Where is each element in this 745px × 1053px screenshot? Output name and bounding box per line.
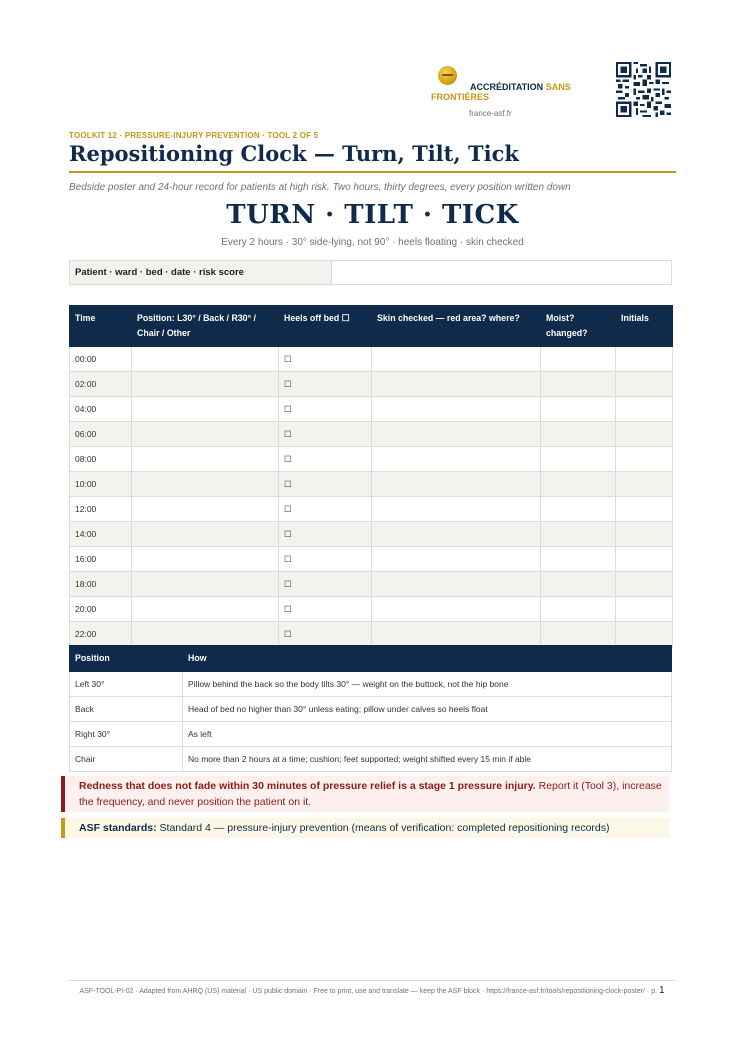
alert-text: Report it (Tool 3), increase the frequency, and never position the patient on it. bbox=[79, 780, 662, 808]
table-header-row bbox=[70, 646, 672, 672]
initials-cell[interactable] bbox=[616, 447, 673, 472]
standards-label: ASF standards: bbox=[79, 822, 157, 834]
alert-bold-text: Redness that does not fade within 30 minutes of pressure relief is a stage 1 pressure injury. bbox=[79, 780, 536, 792]
skin-cell[interactable] bbox=[372, 497, 541, 522]
page-subtitle: Bedside poster and 24-hour record for patients at high risk. Two hours, thirty degrees, every position written down bbox=[69, 182, 571, 193]
initials-cell[interactable] bbox=[616, 422, 673, 447]
title-divider bbox=[69, 171, 676, 173]
position-name: Right 30° bbox=[70, 722, 183, 747]
poster-tagline: Every 2 hours · 30° side-lying, not 90° · heels floating · skin checked bbox=[221, 237, 524, 248]
poster-headline: TURN · TILT · TICK bbox=[226, 200, 519, 230]
repositioning-log-table bbox=[69, 305, 673, 647]
table-row bbox=[70, 472, 673, 497]
table-row bbox=[70, 347, 673, 372]
brand-url: france-asf.fr bbox=[469, 109, 512, 118]
table-row bbox=[70, 672, 672, 697]
moist-cell[interactable] bbox=[541, 597, 616, 622]
time-cell: 04:00 bbox=[70, 397, 132, 422]
position-cell[interactable] bbox=[132, 547, 279, 572]
patient-info-label: Patient · ward · bed · date · risk score bbox=[70, 261, 332, 284]
initials-cell[interactable] bbox=[616, 622, 673, 647]
page-number: 1 bbox=[659, 985, 665, 996]
moist-cell[interactable] bbox=[541, 522, 616, 547]
position-reference-table bbox=[69, 645, 672, 772]
moist-cell[interactable] bbox=[541, 497, 616, 522]
moist-cell[interactable] bbox=[541, 572, 616, 597]
position-name: Left 30° bbox=[70, 672, 183, 697]
col-header-how: How bbox=[183, 646, 672, 672]
position-cell[interactable] bbox=[132, 572, 279, 597]
position-how: Head of bed no higher than 30° unless eating; pillow under calves so heels float bbox=[183, 697, 672, 722]
table-row bbox=[70, 497, 673, 522]
col-header-position: Position: L30° / Back / R30° / Chair / Other bbox=[132, 306, 279, 347]
time-cell: 14:00 bbox=[70, 522, 132, 547]
position-how: No more than 2 hours at a time; cushion; feet supported; weight shifted every 15 min if able bbox=[183, 747, 672, 772]
position-cell[interactable] bbox=[132, 597, 279, 622]
heels-checkbox[interactable]: ☐ bbox=[279, 472, 372, 497]
moist-cell[interactable] bbox=[541, 472, 616, 497]
heels-checkbox[interactable]: ☐ bbox=[279, 522, 372, 547]
initials-cell[interactable] bbox=[616, 547, 673, 572]
table-row bbox=[70, 422, 673, 447]
skin-cell[interactable] bbox=[372, 522, 541, 547]
heels-checkbox[interactable]: ☐ bbox=[279, 372, 372, 397]
moist-cell[interactable] bbox=[541, 372, 616, 397]
skin-cell[interactable] bbox=[372, 372, 541, 397]
time-cell: 02:00 bbox=[70, 372, 132, 397]
initials-cell[interactable] bbox=[616, 472, 673, 497]
stage1-alert-callout bbox=[61, 776, 669, 812]
position-cell[interactable] bbox=[132, 622, 279, 647]
toolkit-kicker: TOOLKIT 12 · PRESSURE-INJURY PREVENTION · TOOL 2 OF 5 bbox=[69, 131, 319, 140]
standards-text: Standard 4 — pressure-injury prevention (means of verification: completed repositioning records) bbox=[156, 822, 610, 834]
initials-cell[interactable] bbox=[616, 522, 673, 547]
skin-cell[interactable] bbox=[372, 347, 541, 372]
moist-cell[interactable] bbox=[541, 622, 616, 647]
position-cell[interactable] bbox=[132, 472, 279, 497]
page-footer bbox=[69, 985, 675, 997]
table-row bbox=[70, 622, 673, 647]
heels-checkbox[interactable]: ☐ bbox=[279, 622, 372, 647]
footer-divider bbox=[69, 980, 675, 981]
patient-info-field bbox=[69, 260, 672, 285]
time-cell: 10:00 bbox=[70, 472, 132, 497]
time-cell: 00:00 bbox=[70, 347, 132, 372]
initials-cell[interactable] bbox=[616, 397, 673, 422]
time-cell: 08:00 bbox=[70, 447, 132, 472]
table-row bbox=[70, 447, 673, 472]
position-cell[interactable] bbox=[132, 497, 279, 522]
qr-code-icon bbox=[616, 62, 671, 117]
time-cell: 12:00 bbox=[70, 497, 132, 522]
table-row bbox=[70, 547, 673, 572]
initials-cell[interactable] bbox=[616, 372, 673, 397]
moist-cell[interactable] bbox=[541, 447, 616, 472]
skin-cell[interactable] bbox=[372, 597, 541, 622]
skin-cell[interactable] bbox=[372, 397, 541, 422]
moist-cell[interactable] bbox=[541, 547, 616, 572]
col-header-heels: Heels off bed ☐ bbox=[279, 306, 372, 347]
heels-checkbox[interactable]: ☐ bbox=[279, 422, 372, 447]
table-row bbox=[70, 747, 672, 772]
position-cell[interactable] bbox=[132, 522, 279, 547]
heels-checkbox[interactable]: ☐ bbox=[279, 547, 372, 572]
position-cell[interactable] bbox=[132, 372, 279, 397]
table-row bbox=[70, 522, 673, 547]
position-how: Pillow behind the back so the body tilts 30° — weight on the buttock, not the hip bone bbox=[183, 672, 672, 697]
skin-cell[interactable] bbox=[372, 547, 541, 572]
initials-cell[interactable] bbox=[616, 347, 673, 372]
initials-cell[interactable] bbox=[616, 572, 673, 597]
table-row bbox=[70, 597, 673, 622]
position-how: As left bbox=[183, 722, 672, 747]
heels-checkbox[interactable]: ☐ bbox=[279, 347, 372, 372]
table-row bbox=[70, 697, 672, 722]
position-name: Back bbox=[70, 697, 183, 722]
heels-checkbox[interactable]: ☐ bbox=[279, 397, 372, 422]
col-header-skin: Skin checked — red area? where? bbox=[372, 306, 541, 347]
asf-standards-callout bbox=[61, 818, 669, 838]
time-cell: 06:00 bbox=[70, 422, 132, 447]
skin-cell[interactable] bbox=[372, 447, 541, 472]
table-row bbox=[70, 397, 673, 422]
position-name: Chair bbox=[70, 747, 183, 772]
time-cell: 22:00 bbox=[70, 622, 132, 647]
page-title: Repositioning Clock — Turn, Tilt, Tick bbox=[69, 141, 519, 166]
time-cell: 18:00 bbox=[70, 572, 132, 597]
position-cell[interactable] bbox=[132, 347, 279, 372]
table-row bbox=[70, 722, 672, 747]
heels-checkbox[interactable]: ☐ bbox=[279, 447, 372, 472]
moist-cell[interactable] bbox=[541, 397, 616, 422]
position-cell[interactable] bbox=[132, 397, 279, 422]
position-cell[interactable] bbox=[132, 447, 279, 472]
table-header-row bbox=[70, 306, 673, 347]
col-header-time: Time bbox=[70, 306, 132, 347]
heels-checkbox[interactable]: ☐ bbox=[279, 497, 372, 522]
col-header-position: Position bbox=[70, 646, 183, 672]
col-header-moist: Moist? changed? bbox=[541, 306, 616, 347]
footer-text: ASF-TOOL-PI-02 · Adapted from AHRQ (US) material · US public domain · Free to print, use and translate — keep the ASF block · https://france-asf.fr/tools/repositioning-clock-poster/ · p. bbox=[79, 988, 658, 995]
moist-cell[interactable] bbox=[541, 347, 616, 372]
moist-cell[interactable] bbox=[541, 422, 616, 447]
position-cell[interactable] bbox=[132, 422, 279, 447]
initials-cell[interactable] bbox=[616, 597, 673, 622]
col-header-initials: Initials bbox=[616, 306, 673, 347]
brand-block bbox=[431, 64, 591, 124]
skin-cell[interactable] bbox=[372, 622, 541, 647]
initials-cell[interactable] bbox=[616, 497, 673, 522]
time-cell: 16:00 bbox=[70, 547, 132, 572]
table-row bbox=[70, 372, 673, 397]
skin-cell[interactable] bbox=[372, 422, 541, 447]
patient-info-input[interactable] bbox=[332, 261, 671, 284]
skin-cell[interactable] bbox=[372, 572, 541, 597]
brand-name: ACCRÉDITATION SANS FRONTIÈRES bbox=[431, 82, 571, 102]
heels-checkbox[interactable]: ☐ bbox=[279, 572, 372, 597]
table-row bbox=[70, 572, 673, 597]
heels-checkbox[interactable]: ☐ bbox=[279, 597, 372, 622]
skin-cell[interactable] bbox=[372, 472, 541, 497]
time-cell: 20:00 bbox=[70, 597, 132, 622]
